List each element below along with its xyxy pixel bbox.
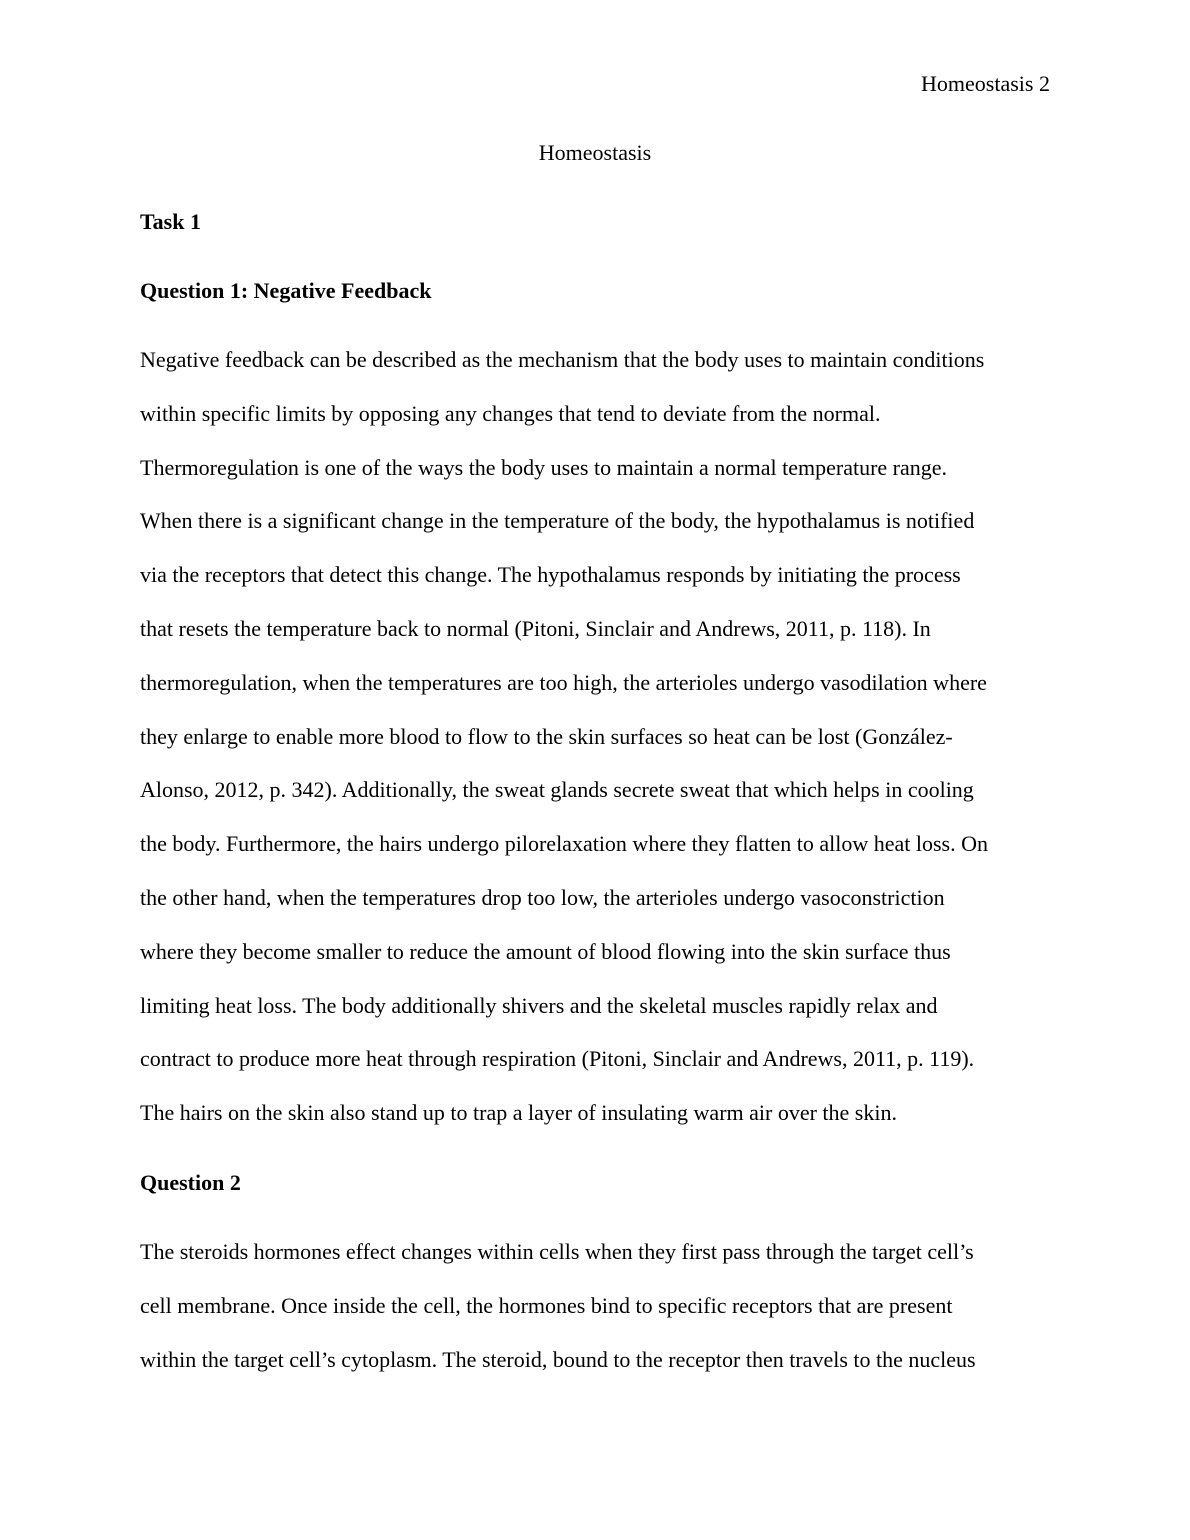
paragraph-line: limiting heat loss. The body additionally shivers and the skeletal muscles rapidly relax and: [140, 992, 938, 1018]
paragraph-line: they enlarge to enable more blood to flow to the skin surfaces so heat can be lost (González-: [140, 723, 953, 749]
paragraph-line: that resets the temperature back to normal (Pitoni, Sinclair and Andrews, 2011, p. 118). In: [140, 615, 931, 641]
question2-heading: Question 2: [140, 1169, 241, 1195]
question1-heading: Question 1: Negative Feedback: [140, 278, 432, 303]
paragraph-line: where they become smaller to reduce the amount of blood flowing into the skin surface thus: [140, 938, 951, 964]
running-head: Homeostasis 2: [921, 71, 1050, 96]
paragraph-line: Thermoregulation is one of the ways the body uses to maintain a normal temperature range.: [140, 454, 948, 480]
page-title: Homeostasis: [538, 140, 652, 165]
paragraph-line: via the receptors that detect this change. The hypothalamus responds by initiating the process: [140, 562, 961, 588]
paragraph-line: the body. Furthermore, the hairs undergo pilorelaxation where they flatten to allow heat loss. On: [140, 831, 988, 857]
paragraph-line: within specific limits by opposing any changes that tend to deviate from the normal.: [140, 400, 881, 426]
task-heading: Task 1: [140, 209, 201, 234]
paragraph-line: The steroids hormones effect changes within cells when they first pass through the target cell’s: [140, 1238, 974, 1264]
paragraph-line: within the target cell’s cytoplasm. The steroid, bound to the receptor then travels to the nucleus: [140, 1346, 976, 1372]
paragraph-line: When there is a significant change in the temperature of the body, the hypothalamus is notified: [140, 508, 975, 534]
paragraph-line: The hairs on the skin also stand up to trap a layer of insulating warm air over the skin.: [140, 1100, 897, 1126]
question1-paragraph: [140, 346, 1050, 1153]
question2-paragraph: [140, 1238, 1050, 1399]
paragraph-line: Alonso, 2012, p. 342). Additionally, the sweat glands secrete sweat that which helps in cooling: [140, 777, 974, 803]
paragraph-gap: [140, 1153, 1050, 1169]
paragraph-line: Negative feedback can be described as the mechanism that the body uses to maintain conditions: [140, 347, 985, 372]
paragraph-line: contract to produce more heat through respiration (Pitoni, Sinclair and Andrews, 2011, p. 119).: [140, 1046, 975, 1072]
document-body: [140, 139, 1050, 1399]
paragraph-line: cell membrane. Once inside the cell, the hormones bind to specific receptors that are present: [140, 1292, 953, 1318]
paragraph-line: the other hand, when the temperatures drop too low, the arterioles undergo vasoconstriction: [140, 884, 945, 910]
paragraph-line: thermoregulation, when the temperatures are too high, the arterioles undergo vasodilation where: [140, 669, 987, 695]
